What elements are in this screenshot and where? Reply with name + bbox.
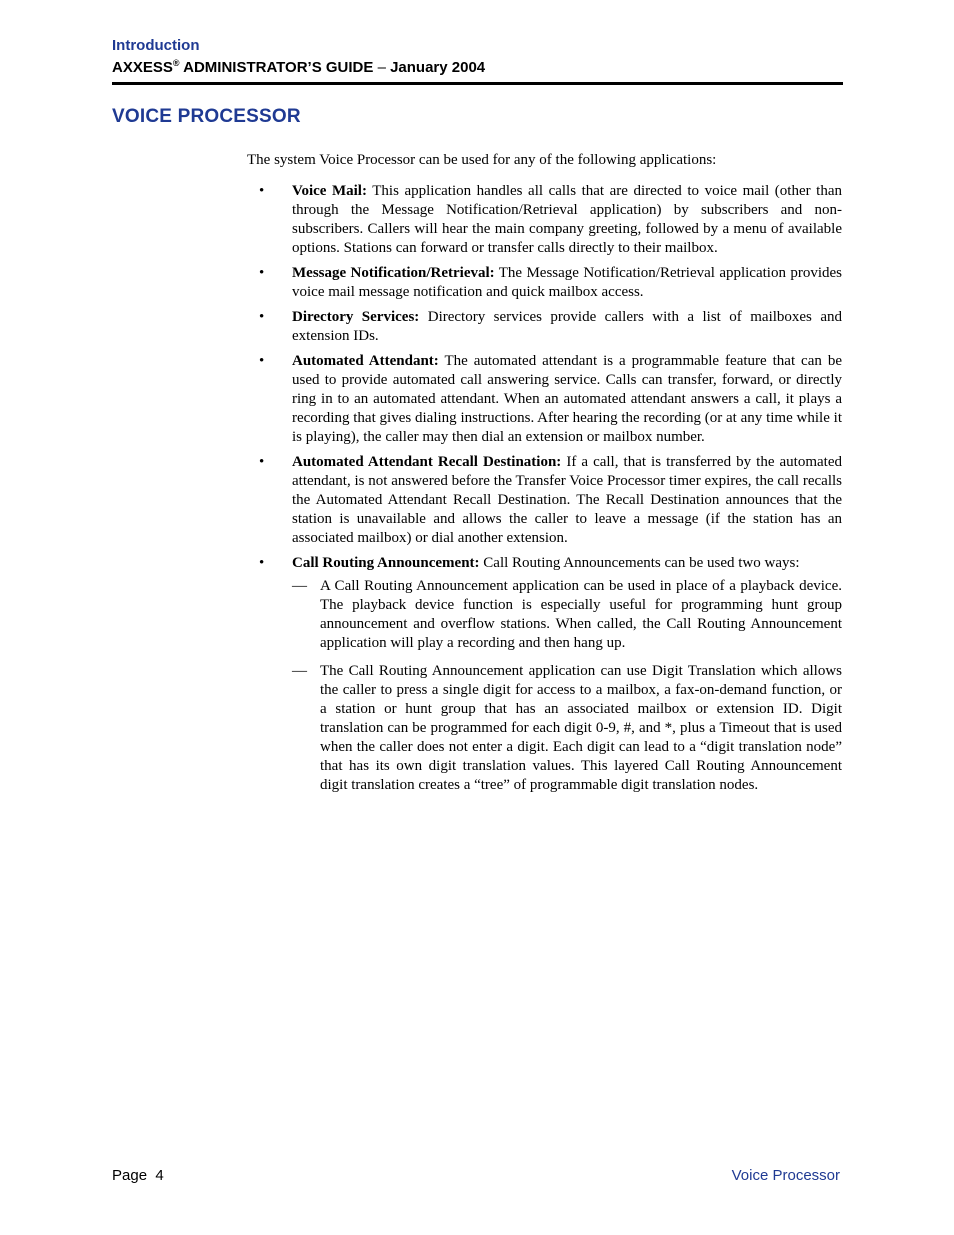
sub-list-item — [292, 577, 842, 653]
list-item — [247, 308, 842, 346]
application-list — [247, 182, 842, 795]
item-text: This application handles all calls that are directed to voice mail (other than through the Message Notification/Retrieval application) by subscribers and non-subscribers. Callers will hear the main company greeting, followed by a menu of available options. Stations can forward or transfer calls directly to their mailbox. — [292, 183, 842, 256]
list-item — [247, 264, 842, 302]
list-item — [247, 453, 842, 548]
sub-item-text: The Call Routing Announcement application can use Digit Translation which allows the caller to press a single digit for access to a mailbox, a fax-on-demand function, or a station or hunt group that has an associated mailbox or extension ID. Digit translation can be programmed for each digit 0-9, #, and *, plus a Timeout that is used when the caller does not enter a digit. Each digit can lead to a “digit translation node” that has its own digit translation values. This layered Call Routing Announcement digit translation creates a “tree” of programmable digit translation nodes. — [320, 663, 842, 793]
page-title: VOICE PROCESSOR — [112, 106, 301, 127]
bullet-icon: • — [259, 265, 265, 281]
header-rule — [112, 82, 843, 85]
intro-paragraph: The system Voice Processor can be used for any of the following applications: — [247, 152, 717, 168]
item-term: Automated Attendant Recall Destination: — [292, 454, 562, 470]
dash-icon: — — [292, 663, 307, 679]
item-text: If a call, that is transferred by the automated attendant, is not answered before the Transfer Voice Processor timer expires, the call recalls the Automated Attendant Recall Destination. The Recall Destination announces that the station is unavailable and allows the caller to leave a message (if the station has an associated mailbox) or dial another extension. — [292, 454, 843, 546]
guide-date: January 2004 — [385, 59, 486, 76]
running-header-section: Introduction — [112, 37, 200, 54]
item-term: Automated Attendant: — [292, 353, 439, 369]
guide-brand: AXXESS — [112, 59, 173, 76]
item-text: Call Routing Announcements can be used two ways: — [479, 555, 800, 571]
item-text: Directory services provide callers with a list of mailboxes and extension IDs. — [292, 309, 843, 344]
item-term: Directory Services: — [292, 309, 420, 325]
footer-section-name: Voice Processor — [731, 1167, 840, 1184]
item-text: The Message Notification/Retrieval application provides voice mail message notification and quick mailbox access. — [292, 265, 842, 300]
dash-icon: — — [292, 578, 307, 594]
sub-list-item — [292, 662, 842, 795]
guide-title: ADMINISTRATOR’S GUIDE — [179, 59, 378, 76]
list-item — [247, 352, 842, 447]
item-term: Call Routing Announcement: — [292, 555, 480, 571]
bullet-icon: • — [259, 353, 265, 369]
list-item — [247, 554, 842, 795]
footer-page-number: Page 4 — [112, 1167, 164, 1184]
body-text — [247, 151, 842, 804]
item-text: The automated attendant is a programmable feature that can be used to provide automated call answering service. Calls can transfer, forward, or directly ring in to an automated attendant. When an automated attendant answers a call, it plays a recording that gives dialing instructions. After hearing the recording (or at any time while it is playing), the caller may then dial an extension or mailbox number. — [292, 353, 842, 445]
guide-dash: – — [377, 59, 386, 76]
sub-item-text: A Call Routing Announcement application can be used in place of a playback device. The playback device function is especially useful for programming hunt group announcement and overflow stations. When called, the Call Routing Announcement application will play a recording and then hang up. — [320, 578, 842, 651]
sub-list — [292, 577, 842, 795]
bullet-icon: • — [259, 555, 265, 571]
bullet-icon: • — [259, 454, 265, 470]
running-header-guide-title — [112, 59, 485, 76]
bullet-icon: • — [259, 309, 265, 325]
item-term: Voice Mail: — [292, 183, 367, 199]
list-item — [247, 182, 842, 258]
registered-mark: ® — [172, 58, 180, 68]
bullet-icon: • — [259, 183, 265, 199]
item-term: Message Notification/Retrieval: — [292, 265, 495, 281]
